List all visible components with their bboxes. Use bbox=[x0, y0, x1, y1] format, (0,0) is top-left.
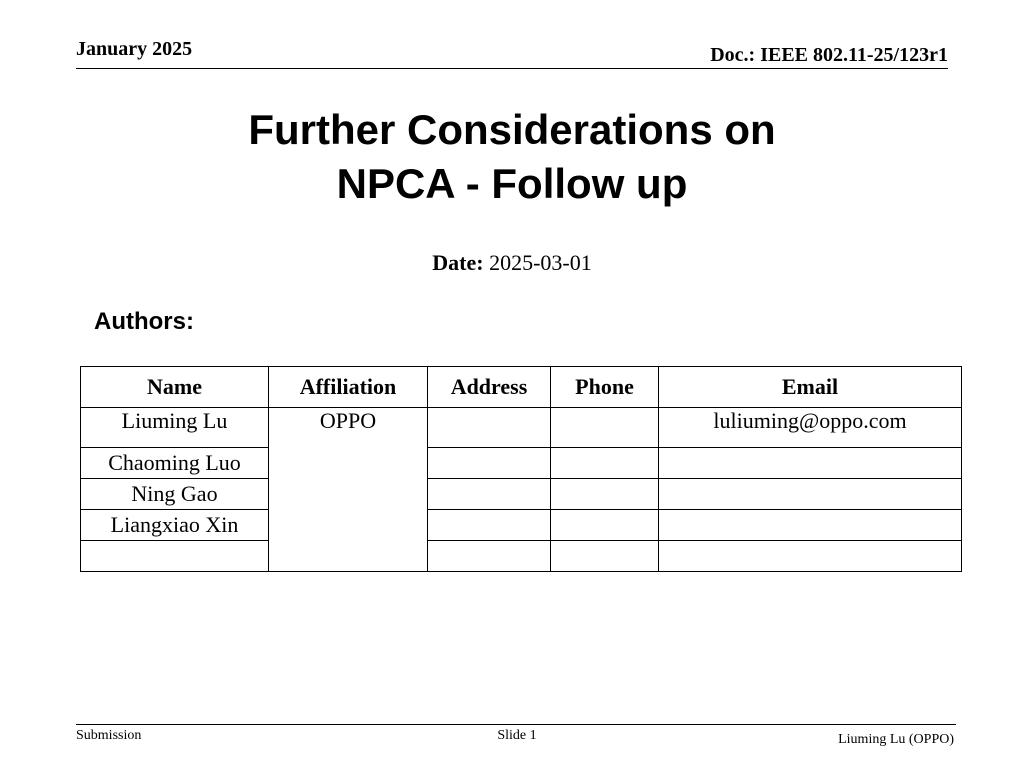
table-row bbox=[81, 541, 962, 572]
authors-table bbox=[80, 366, 962, 572]
footer-submission: Submission bbox=[76, 728, 142, 743]
cell-phone bbox=[551, 408, 659, 448]
cell-affiliation: OPPO bbox=[269, 408, 428, 572]
cell-name: Chaoming Luo bbox=[81, 448, 269, 479]
header-doc-number: Doc.: IEEE 802.11-25/123r1 bbox=[710, 44, 948, 66]
cell-name: Liuming Lu bbox=[81, 408, 269, 448]
cell-address bbox=[428, 541, 551, 572]
cell-email bbox=[659, 541, 962, 572]
slide-title-line-2: NPCA - Follow up bbox=[336, 160, 688, 207]
col-header-email: Email bbox=[659, 367, 962, 408]
header-date: January 2025 bbox=[76, 38, 193, 60]
col-header-phone: Phone bbox=[551, 367, 659, 408]
col-header-address: Address bbox=[428, 367, 551, 408]
cell-address bbox=[428, 510, 551, 541]
date-value: 2025-03-01 bbox=[483, 250, 592, 275]
cell-name bbox=[81, 541, 269, 572]
authors-heading: Authors: bbox=[94, 308, 194, 335]
slide-title-line-1: Further Considerations on bbox=[248, 106, 776, 153]
table-row bbox=[81, 408, 962, 448]
slide-title bbox=[0, 103, 1024, 211]
cell-address bbox=[428, 479, 551, 510]
date-line bbox=[0, 250, 1024, 276]
col-header-name: Name bbox=[81, 367, 269, 408]
date-label: Date: bbox=[432, 250, 484, 275]
col-header-affiliation: Affiliation bbox=[269, 367, 428, 408]
cell-name: Liangxiao Xin bbox=[81, 510, 269, 541]
footer-slide-number: Slide 1 bbox=[497, 728, 537, 743]
cell-phone bbox=[551, 510, 659, 541]
table-header-row bbox=[81, 367, 962, 408]
footer-author: Liuming Lu (OPPO) bbox=[838, 732, 954, 747]
cell-email bbox=[659, 510, 962, 541]
cell-email bbox=[659, 448, 962, 479]
cell-phone bbox=[551, 541, 659, 572]
cell-address bbox=[428, 408, 551, 448]
table-row bbox=[81, 510, 962, 541]
footer-rule bbox=[76, 724, 956, 725]
cell-email: luliuming@oppo.com bbox=[659, 408, 962, 448]
cell-email bbox=[659, 479, 962, 510]
cell-phone bbox=[551, 448, 659, 479]
table-row bbox=[81, 448, 962, 479]
cell-name: Ning Gao bbox=[81, 479, 269, 510]
header-rule bbox=[76, 68, 948, 69]
table-row bbox=[81, 479, 962, 510]
cell-address bbox=[428, 448, 551, 479]
cell-phone bbox=[551, 479, 659, 510]
